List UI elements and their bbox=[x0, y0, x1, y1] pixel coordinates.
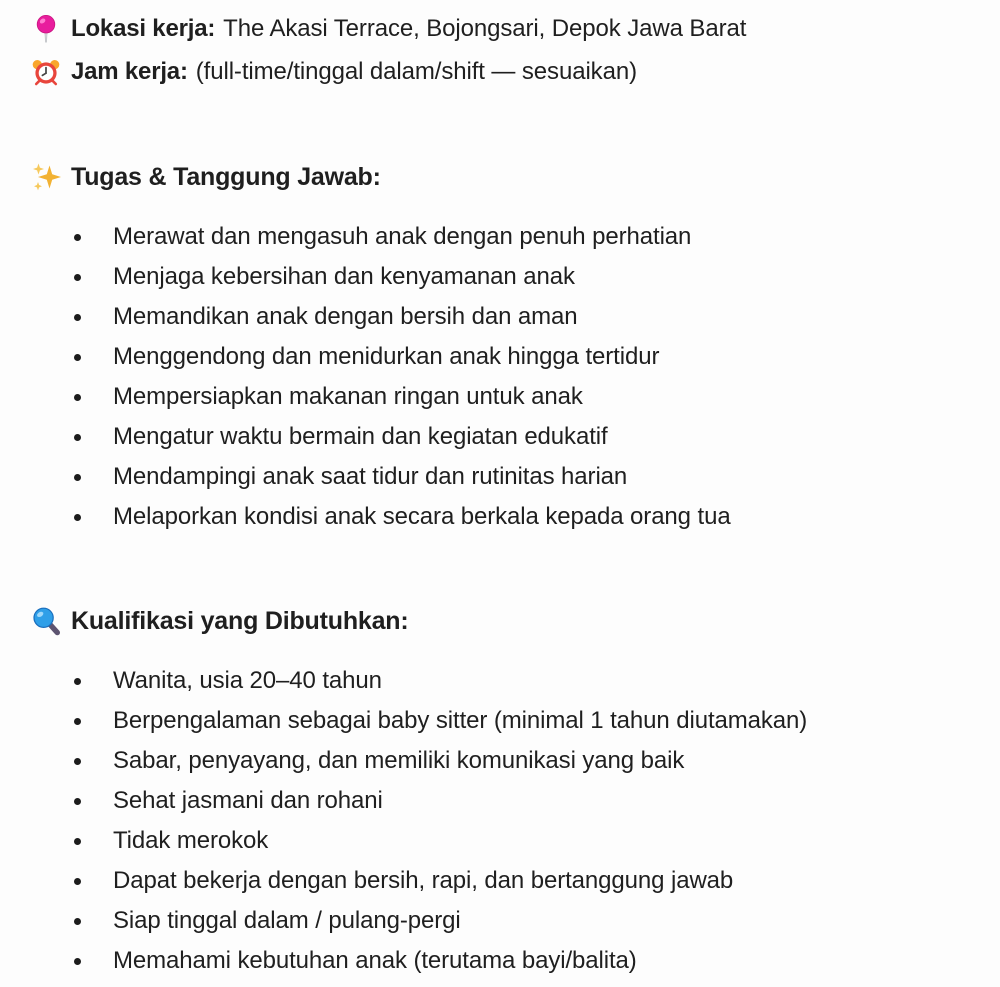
task-list-item bbox=[30, 297, 975, 337]
task-list-item bbox=[30, 337, 975, 377]
qualification-item-text: Memahami kebutuhan anak (terutama bayi/balita) bbox=[113, 947, 637, 974]
task-item-text: Menjaga kebersihan dan kenyamanan anak bbox=[113, 263, 575, 290]
section-heading-tasks bbox=[30, 160, 975, 194]
qualification-list-item bbox=[30, 861, 975, 901]
task-item-text: Mempersiapkan makanan ringan untuk anak bbox=[113, 383, 583, 410]
alarm-clock-icon bbox=[30, 56, 62, 88]
qualification-list-item bbox=[30, 781, 975, 821]
section-title-qualifications: Kualifikasi yang Dibutuhkan: bbox=[71, 606, 409, 635]
qualification-list-item bbox=[30, 941, 975, 981]
qualification-list-item bbox=[30, 701, 975, 741]
qualification-item-text: Sehat jasmani dan rohani bbox=[113, 787, 383, 814]
qualification-list-item bbox=[30, 661, 975, 701]
qualification-item-text: Tidak merokok bbox=[113, 827, 269, 854]
task-list-item bbox=[30, 377, 975, 417]
task-item-text: Menggendong dan menidurkan anak hingga tertidur bbox=[113, 343, 660, 370]
info-label-location: Lokasi kerja: bbox=[71, 15, 216, 42]
info-value-location: The Akasi Terrace, Bojongsari, Depok Jawa Barat bbox=[223, 15, 747, 42]
task-item-text: Merawat dan mengasuh anak dengan penuh perhatian bbox=[113, 223, 692, 250]
qualification-item-text: Dapat bekerja dengan bersih, rapi, dan bertanggung jawab bbox=[113, 867, 734, 894]
section-title-tasks: Tugas & Tanggung Jawab: bbox=[71, 162, 381, 191]
task-item-text: Memandikan anak dengan bersih dan aman bbox=[113, 303, 578, 330]
task-item-text: Melaporkan kondisi anak secara berkala kepada orang tua bbox=[113, 503, 731, 530]
magnifying-glass-icon bbox=[30, 605, 62, 637]
task-list-item bbox=[30, 257, 975, 297]
task-list-item bbox=[30, 497, 975, 537]
qualification-item-text: Siap tinggal dalam / pulang-pergi bbox=[113, 907, 461, 934]
info-label-hours: Jam kerja: bbox=[71, 58, 188, 85]
info-text-location bbox=[71, 15, 746, 43]
task-item-text: Mengatur waktu bermain dan kegiatan edukatif bbox=[113, 423, 608, 450]
tasks-list bbox=[30, 217, 975, 537]
task-list-item bbox=[30, 457, 975, 497]
info-value-hours: (full-time/tinggal dalam/shift — sesuaikan) bbox=[195, 58, 637, 85]
round-pushpin-icon bbox=[30, 13, 62, 45]
qualification-item-text: Sabar, penyayang, dan memiliki komunikasi yang baik bbox=[113, 747, 685, 774]
task-list-item bbox=[30, 217, 975, 257]
qualification-list-item bbox=[30, 741, 975, 781]
section-heading-qualifications bbox=[30, 604, 975, 638]
info-text-hours bbox=[71, 58, 637, 86]
qualification-list-item bbox=[30, 821, 975, 861]
qualification-item-text: Wanita, usia 20–40 tahun bbox=[113, 667, 382, 694]
qualifications-list bbox=[30, 661, 975, 981]
qualification-list-item bbox=[30, 901, 975, 941]
task-list-item bbox=[30, 417, 975, 457]
info-line-hours bbox=[30, 55, 975, 89]
qualification-item-text: Berpengalaman sebagai baby sitter (minimal 1 tahun diutamakan) bbox=[113, 707, 808, 734]
task-item-text: Mendampingi anak saat tidur dan rutinitas harian bbox=[113, 463, 628, 490]
info-line-location bbox=[30, 12, 975, 46]
sparkles-icon bbox=[30, 161, 62, 193]
